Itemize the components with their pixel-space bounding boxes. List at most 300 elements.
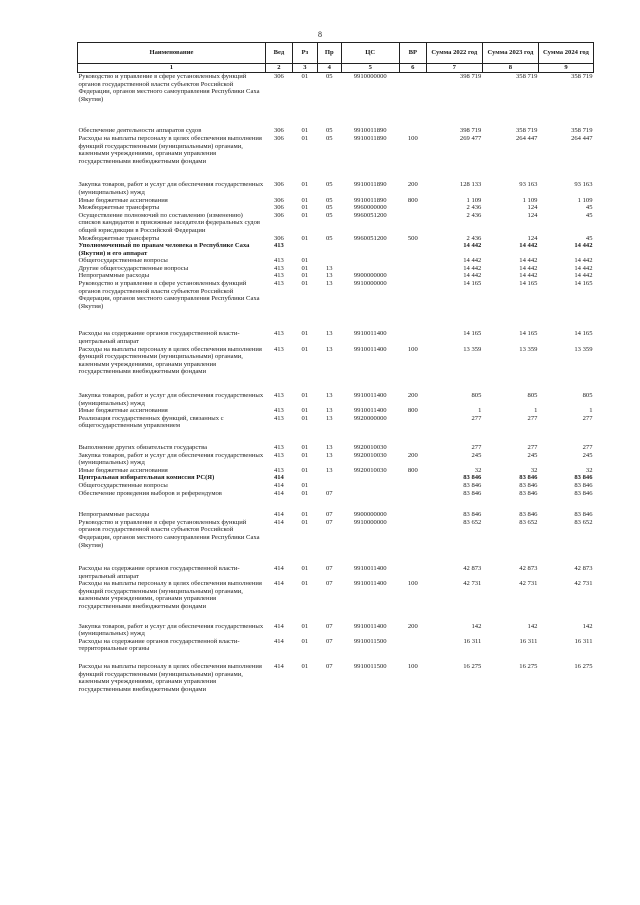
table-row	[78, 407, 594, 415]
row-rz: 01	[301, 565, 309, 573]
row-sum-2024: 93 163	[574, 181, 593, 189]
row-ved: 413	[273, 242, 284, 250]
row-vr: 200	[407, 451, 418, 459]
row-cs: 9910011400	[353, 565, 387, 573]
table-row	[78, 490, 594, 512]
row-sum-2024: 16 311	[574, 637, 593, 645]
row-sum-2023: 245	[527, 451, 538, 459]
row-cs	[341, 265, 399, 273]
row-sum-2022: 42 731	[463, 580, 482, 588]
column-number: 5	[341, 64, 399, 73]
row-cs	[341, 474, 399, 482]
row-cs: 9910000000	[353, 73, 387, 80]
row-name: Расходы на содержание органов государственной власти- центральный аппарат	[78, 565, 240, 580]
table-row	[78, 415, 594, 444]
row-sum-2023: 14 165	[519, 330, 538, 338]
row-pr: 13	[325, 272, 333, 280]
header-vr: ВР	[399, 43, 426, 64]
row-ved: 414	[273, 489, 284, 497]
row-pr: 13	[325, 466, 333, 474]
row-sum-2022: 32	[474, 466, 482, 474]
row-rz: 01	[301, 196, 309, 204]
row-pr: 07	[325, 663, 333, 671]
table-row	[78, 235, 594, 243]
row-sum-2022: 83 846	[463, 474, 482, 482]
row-sum-2023: 14 442	[519, 257, 538, 265]
row-cs: 9910011400	[353, 580, 387, 588]
row-sum-2024: 83 846	[574, 511, 593, 519]
row-ved: 306	[273, 234, 284, 242]
row-vr	[399, 242, 426, 257]
row-pr: 05	[325, 196, 333, 204]
header-sum-2023: Сумма 2023 год	[482, 43, 538, 64]
row-sum-2022: 83 652	[463, 518, 482, 526]
row-vr	[399, 474, 426, 482]
row-pr: 13	[325, 280, 333, 288]
row-name: Расходы на содержание органов государственной власти- центральный аппарат	[78, 330, 240, 346]
row-name: Расходы на содержание органов государственной власти- территориальные органы	[78, 637, 240, 653]
row-rz: 01	[301, 345, 309, 353]
row-name: Центральная избирательная комиссия РС(Я)	[78, 474, 215, 482]
row-rz: 01	[301, 489, 309, 497]
row-name: Расходы на выплаты персоналу в целях обеспечения выполнения функций государственными (муниципальными) органами, казенными учреждениями, органами управления государственными внебюджетными фондами	[78, 580, 262, 611]
row-rz: 01	[301, 234, 309, 242]
row-sum-2023: 1 109	[522, 196, 538, 204]
row-ved: 413	[273, 257, 284, 265]
row-rz: 01	[301, 580, 309, 588]
column-number: 1	[78, 64, 266, 73]
row-sum-2023: 277	[527, 414, 538, 422]
row-sum-2024: 14 442	[574, 264, 593, 272]
row-sum-2023: 14 442	[519, 264, 538, 272]
row-rz: 01	[301, 204, 309, 212]
row-sum-2022: 14 442	[463, 272, 482, 280]
column-number: 9	[538, 64, 593, 73]
row-pr: 07	[325, 637, 333, 645]
row-cs	[341, 257, 399, 265]
row-sum-2022: 1	[478, 407, 482, 415]
table-row	[78, 265, 594, 273]
row-cs: 9920000000	[353, 414, 387, 422]
row-sum-2022: 83 846	[463, 489, 482, 497]
row-sum-2022: 16 275	[463, 663, 482, 671]
row-ved: 306	[273, 134, 284, 142]
row-sum-2024: 264 447	[571, 134, 593, 142]
row-rz: 01	[301, 466, 309, 474]
row-sum-2024: 45	[585, 234, 593, 242]
row-name: Закупка товаров, работ и услуг для обеспечения государственных (муниципальных) нужд	[78, 622, 264, 638]
row-rz	[292, 242, 317, 257]
column-number: 6	[399, 64, 426, 73]
row-cs	[341, 490, 399, 512]
row-vr	[399, 330, 426, 345]
table-row	[78, 280, 594, 330]
row-vr	[399, 511, 426, 519]
table-row	[78, 452, 594, 467]
row-sum-2022: 1 109	[466, 196, 482, 204]
row-cs: 9920010030	[353, 466, 387, 474]
row-cs: 9910011400	[353, 392, 387, 399]
row-name: Руководство и управление в сфере установленных функций органов государственной власти субъектов Российской Федерации, органов местного самоуправления Республики Саха (Якутия)	[78, 518, 260, 549]
row-name: Руководство и управление в сфере установленных функций органов государственной власти субъектов Российской Федерации, органов местного самоуправления Республики Саха (Якутия)	[78, 280, 260, 310]
column-number: 3	[292, 64, 317, 73]
row-sum-2024: 14 165	[574, 280, 593, 288]
row-cs: 9910011890	[353, 181, 387, 189]
row-rz: 01	[301, 663, 309, 671]
row-sum-2023: 93 163	[519, 181, 538, 189]
row-ved: 413	[273, 443, 284, 451]
page-number: 8	[318, 30, 322, 39]
row-sum-2023: 16 311	[519, 637, 538, 645]
row-ved: 413	[273, 466, 284, 474]
row-sum-2024: 14 442	[574, 257, 593, 265]
row-name: Расходы на выплаты персоналу в целях обеспечения выполнения функций государственными (муниципальными) органами, казенными учреждениями, органами управления государственными внебюджетными фондами	[78, 134, 262, 165]
header-sum-2022: Сумма 2022 год	[426, 43, 482, 64]
row-sum-2022: 269 477	[459, 134, 482, 142]
row-pr: 05	[325, 204, 333, 212]
row-sum-2023: 124	[527, 204, 538, 212]
row-sum-2023: 124	[527, 211, 538, 219]
row-ved: 306	[273, 196, 284, 204]
row-sum-2022: 83 846	[463, 511, 482, 519]
table-row	[78, 181, 594, 196]
row-ved: 414	[273, 511, 284, 519]
row-sum-2024: 83 652	[574, 518, 593, 526]
row-pr: 05	[325, 73, 333, 80]
row-vr: 200	[407, 181, 418, 189]
row-sum-2023: 83 846	[519, 474, 538, 482]
row-pr: 05	[325, 181, 333, 189]
header-row	[78, 43, 594, 64]
row-vr	[399, 127, 426, 135]
row-rz: 01	[301, 134, 309, 142]
row-cs: 9920010030	[353, 451, 387, 459]
row-cs: 9960000000	[353, 204, 387, 212]
row-sum-2024: 245	[582, 451, 593, 459]
row-sum-2023: 124	[527, 234, 538, 242]
column-number-row	[78, 64, 594, 73]
row-vr	[399, 73, 426, 128]
row-rz: 01	[301, 637, 309, 645]
row-sum-2023: 14 165	[519, 280, 538, 288]
row-sum-2024: 358 719	[571, 127, 593, 135]
table-row	[78, 580, 594, 622]
row-pr: 07	[325, 622, 333, 630]
row-rz: 01	[301, 414, 309, 422]
table-row	[78, 467, 594, 475]
row-ved: 414	[273, 565, 284, 573]
row-sum-2024: 805	[582, 392, 593, 399]
row-pr	[317, 257, 341, 265]
row-cs: 9910011890	[353, 196, 387, 204]
table-body	[78, 73, 594, 694]
row-name: Закупка товаров, работ и услуг для обеспечения государственных (муниципальных) нужд	[78, 392, 264, 407]
row-ved: 413	[273, 272, 284, 280]
row-sum-2023: 358 719	[515, 127, 538, 135]
row-pr	[317, 474, 341, 482]
row-sum-2022: 13 359	[463, 345, 482, 353]
table-row	[78, 73, 594, 128]
row-sum-2024: 14 165	[574, 330, 593, 338]
header-rz: Рз	[292, 43, 317, 64]
table-row	[78, 127, 594, 135]
row-ved: 414	[273, 474, 284, 482]
row-vr: 100	[407, 134, 418, 142]
row-sum-2023: 1	[534, 407, 538, 415]
row-sum-2024: 14 442	[574, 242, 593, 250]
table-row	[78, 444, 594, 452]
row-sum-2023: 42 731	[519, 580, 538, 588]
row-ved: 414	[273, 637, 284, 645]
row-name: Реализация государственных функций, связанных с общегосударственным управлением	[78, 414, 224, 430]
row-name: Непрограммные расходы	[78, 272, 150, 280]
row-rz: 01	[301, 257, 309, 265]
row-name: Расходы на выплаты персоналу в целях обеспечения выполнения функций государственными (муниципальными) органами, казенными учреждениями, органами управления государственными внебюджетными фондами	[78, 663, 262, 693]
row-ved: 306	[273, 73, 284, 80]
row-sum-2022: 16 311	[463, 637, 482, 645]
row-sum-2023: 83 846	[519, 489, 538, 497]
row-cs: 9910011400	[353, 345, 387, 353]
row-cs: 9910011400	[353, 622, 387, 630]
row-cs	[341, 242, 399, 257]
table-row	[78, 565, 594, 580]
row-sum-2024: 45	[585, 204, 593, 212]
row-sum-2022: 14 165	[463, 330, 482, 338]
row-name: Выполнение других обязательств государства	[78, 443, 208, 451]
table-row	[78, 474, 594, 482]
row-sum-2023: 264 447	[515, 134, 538, 142]
row-ved: 414	[273, 481, 284, 489]
row-ved: 414	[273, 663, 284, 671]
row-rz: 01	[301, 622, 309, 630]
row-sum-2022: 83 846	[463, 481, 482, 489]
row-sum-2022: 42 873	[463, 565, 482, 573]
table-row	[78, 623, 594, 638]
table-row	[78, 482, 594, 490]
row-pr: 05	[325, 134, 333, 142]
row-rz: 01	[301, 511, 309, 519]
row-sum-2024: 32	[585, 466, 593, 474]
row-name: Закупка товаров, работ и услуг для обеспечения государственных (муниципальных) нужд	[78, 451, 264, 467]
table-row	[78, 212, 594, 235]
row-vr: 100	[407, 345, 418, 353]
row-vr: 200	[407, 392, 418, 399]
row-ved: 414	[273, 580, 284, 588]
row-ved: 414	[273, 518, 284, 526]
row-cs: 9910011890	[353, 134, 387, 142]
row-pr: 13	[325, 443, 333, 451]
row-vr: 100	[407, 580, 418, 588]
row-sum-2023: 42 873	[519, 565, 538, 573]
row-sum-2022: 805	[471, 392, 482, 399]
header-ved: Вед	[265, 43, 292, 64]
row-sum-2024: 13 359	[574, 345, 593, 353]
row-pr: 13	[325, 414, 333, 422]
row-pr: 13	[325, 345, 333, 353]
row-name: Непрограммные расходы	[78, 511, 150, 519]
column-number: 2	[265, 64, 292, 73]
row-rz: 01	[301, 211, 309, 219]
column-number: 8	[482, 64, 538, 73]
row-pr: 13	[325, 392, 333, 399]
row-vr	[399, 415, 426, 444]
row-vr: 500	[407, 234, 418, 242]
row-sum-2024: 14 442	[574, 272, 593, 280]
row-sum-2023: 13 359	[519, 345, 538, 353]
row-name: Иные бюджетные ассигнования	[78, 407, 168, 415]
row-vr	[399, 444, 426, 452]
header-name: Наименование	[78, 43, 266, 64]
row-ved: 306	[273, 211, 284, 219]
row-name: Межбюджетные трансферты	[78, 204, 160, 212]
row-sum-2022: 398 719	[459, 127, 482, 135]
row-ved: 413	[273, 345, 284, 353]
row-sum-2024: 1 109	[577, 196, 593, 204]
row-sum-2023: 83 846	[519, 481, 538, 489]
row-ved: 306	[273, 204, 284, 212]
row-vr: 800	[407, 407, 418, 415]
row-sum-2022: 245	[471, 451, 482, 459]
table-row	[78, 197, 594, 205]
row-name: Осуществление полномочий по составлению (изменению) списков кандидатов в присяжные заседатели федеральных судов общей юрисдикции в Российской Федерации	[78, 211, 261, 234]
row-name: Руководство и управление в сфере установленных функций органов государственной власти субъектов Российской Федерации, органов местного самоуправления Республики Саха (Якутия)	[78, 73, 260, 103]
row-rz: 01	[301, 392, 309, 399]
row-name: Иные бюджетные ассигнования	[78, 466, 168, 474]
row-rz	[292, 474, 317, 482]
row-cs: 9960051200	[353, 211, 387, 219]
row-rz: 01	[301, 481, 309, 489]
row-vr: 100	[407, 663, 418, 671]
row-ved: 306	[273, 127, 284, 135]
row-vr	[399, 265, 426, 273]
row-sum-2023: 14 442	[519, 272, 538, 280]
row-sum-2023: 277	[527, 443, 538, 451]
row-sum-2022: 14 442	[463, 257, 482, 265]
row-sum-2022: 14 165	[463, 280, 482, 288]
row-name: Иные бюджетные ассигнования	[78, 196, 168, 204]
row-name: Другие общегосударственные вопросы	[78, 264, 189, 272]
table-row	[78, 511, 594, 519]
row-sum-2022: 277	[471, 414, 482, 422]
row-pr: 07	[325, 565, 333, 573]
row-pr: 05	[325, 211, 333, 219]
row-sum-2024: 277	[582, 414, 593, 422]
row-ved: 413	[273, 330, 284, 338]
row-vr: 800	[407, 466, 418, 474]
row-ved: 413	[273, 414, 284, 422]
row-rz: 01	[301, 407, 309, 415]
row-cs: 9920010030	[353, 443, 387, 451]
row-sum-2024: 83 846	[574, 489, 593, 497]
row-sum-2024: 83 846	[574, 481, 593, 489]
header-sum-2024: Сумма 2024 год	[538, 43, 593, 64]
table-row	[78, 204, 594, 212]
row-vr	[399, 272, 426, 280]
row-cs: 9900000000	[353, 272, 387, 280]
row-sum-2023: 16 275	[519, 663, 538, 671]
row-rz: 01	[301, 518, 309, 526]
budget-table	[77, 42, 594, 693]
row-pr: 05	[325, 127, 333, 135]
header-cs: ЦС	[341, 43, 399, 64]
row-vr	[399, 280, 426, 330]
row-rz: 01	[301, 451, 309, 459]
row-rz: 01	[301, 330, 309, 338]
row-cs: 9910011890	[353, 127, 387, 135]
row-sum-2024: 16 275	[574, 663, 593, 671]
row-cs: 9910000000	[353, 518, 387, 526]
table-row	[78, 519, 594, 565]
row-sum-2022: 128 133	[459, 181, 482, 189]
row-name: Расходы на выплаты персоналу в целях обеспечения выполнения функций государственными (муниципальными) органами, казенными учреждениями, органами управления государственными внебюджетными фондами	[78, 345, 262, 376]
row-ved: 413	[273, 280, 284, 288]
table-row	[78, 272, 594, 280]
row-ved: 413	[273, 264, 284, 272]
row-vr: 800	[407, 196, 418, 204]
row-vr	[399, 519, 426, 565]
row-rz: 01	[301, 127, 309, 135]
table-row	[78, 392, 594, 407]
row-sum-2022: 2 436	[466, 211, 482, 219]
row-sum-2022: 14 442	[463, 242, 482, 250]
row-cs: 9960051200	[353, 234, 387, 242]
row-sum-2024: 42 873	[574, 565, 593, 573]
row-vr: 200	[407, 622, 418, 630]
row-pr: 05	[325, 234, 333, 242]
row-name: Общегосударственные вопросы	[78, 257, 168, 265]
row-name: Обеспечение проведения выборов и референдумов	[78, 489, 222, 497]
table-row	[78, 242, 594, 257]
table-row	[78, 330, 594, 345]
header-pr: Пр	[317, 43, 341, 64]
table-row	[78, 638, 594, 663]
row-sum-2022: 2 436	[466, 234, 482, 242]
row-sum-2024: 1	[589, 407, 593, 415]
row-vr	[399, 204, 426, 212]
row-pr	[317, 242, 341, 257]
table-row	[78, 135, 594, 181]
row-pr	[317, 482, 341, 490]
row-sum-2023: 142	[527, 622, 538, 630]
row-sum-2023: 14 442	[519, 242, 538, 250]
row-sum-2023: 32	[530, 466, 538, 474]
row-name: Межбюджетные трансферты	[78, 234, 160, 242]
row-sum-2023: 83 846	[519, 511, 538, 519]
table-row	[78, 346, 594, 392]
row-vr	[399, 212, 426, 235]
row-name: Закупка товаров, работ и услуг для обеспечения государственных (муниципальных) нужд	[78, 181, 264, 196]
row-vr	[399, 482, 426, 490]
row-vr	[399, 565, 426, 580]
row-cs: 9910011500	[353, 663, 387, 671]
row-rz: 01	[301, 73, 309, 80]
row-sum-2022: 14 442	[463, 264, 482, 272]
column-number: 4	[317, 64, 341, 73]
row-sum-2024: 277	[582, 443, 593, 451]
row-vr	[399, 490, 426, 512]
row-ved: 414	[273, 622, 284, 630]
row-sum-2024: 42 731	[574, 580, 593, 588]
row-pr: 07	[325, 580, 333, 588]
row-sum-2024: 45	[585, 211, 593, 219]
row-cs: 9900000000	[353, 511, 387, 519]
row-ved: 413	[273, 451, 284, 459]
row-cs	[341, 482, 399, 490]
row-rz: 01	[301, 280, 309, 288]
row-name: Уполномоченный по правам человека в Республике Саха (Якутия) и его аппарат	[78, 242, 250, 257]
row-vr	[399, 257, 426, 265]
row-cs: 9910011500	[353, 637, 387, 645]
